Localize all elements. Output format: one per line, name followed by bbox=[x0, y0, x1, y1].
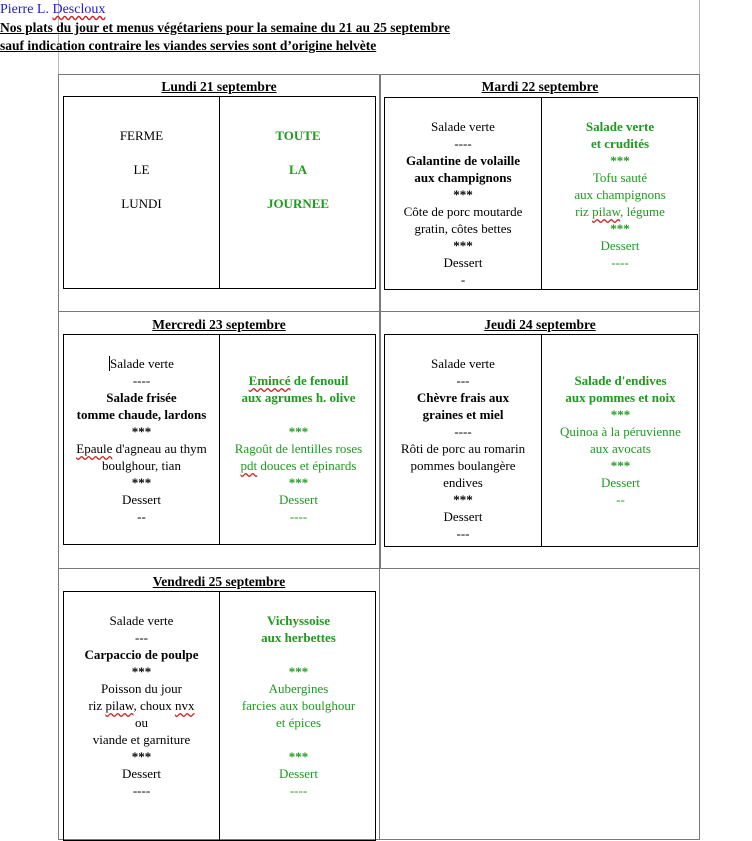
menu-line: aux agrumes h. olive bbox=[241, 390, 356, 405]
menu-line: ---- bbox=[289, 783, 308, 798]
day-label-thursday: Jeudi 24 septembre bbox=[484, 317, 596, 332]
menu-col-classic-tuesday bbox=[385, 118, 541, 288]
menu-line: Salade frisée bbox=[106, 390, 177, 405]
menu-line: aux champignons bbox=[414, 170, 512, 185]
menu-col-vegetarian-friday bbox=[220, 612, 377, 799]
menu-line: *** bbox=[131, 664, 152, 679]
menu-line: Salade verte bbox=[109, 613, 174, 628]
menu-line: et crudités bbox=[590, 136, 650, 151]
menu-col-vegetarian-monday bbox=[220, 119, 376, 221]
menu-box-thursday bbox=[384, 334, 698, 547]
menu-line: *** bbox=[288, 749, 309, 764]
menu-line: viande et garniture bbox=[92, 732, 191, 747]
menu-line: *** bbox=[610, 221, 630, 236]
menu-line: Dessert bbox=[122, 492, 161, 507]
menu-line: *** bbox=[131, 475, 152, 490]
menu-line: Dessert bbox=[279, 766, 318, 781]
menu-col-vegetarian-wednesday bbox=[220, 372, 377, 525]
menu-line: Côte de porc moutarde bbox=[403, 204, 523, 219]
menu-line: - bbox=[460, 272, 466, 287]
menu-line-text: Salade verte bbox=[110, 356, 174, 371]
menu-col-classic-wednesday bbox=[64, 355, 219, 525]
menu-line: Dessert bbox=[600, 238, 640, 253]
menu-line bbox=[220, 406, 377, 423]
menu-line: boulghour, tian bbox=[102, 458, 181, 473]
menu-line: Dessert bbox=[122, 766, 161, 781]
menu-line: ---- bbox=[454, 424, 472, 439]
menu-line: Chèvre frais aux bbox=[416, 390, 510, 405]
menu-line: Emincé de fenouil bbox=[248, 373, 349, 388]
day-label-tuesday: Mardi 22 septembre bbox=[481, 79, 599, 94]
menu-line: et épices bbox=[275, 715, 322, 730]
menu-line: --- bbox=[456, 373, 470, 388]
menu-line: ---- bbox=[132, 373, 151, 388]
menu-line: *** bbox=[610, 458, 631, 473]
menu-line: Quinoa à la péruvienne bbox=[560, 424, 681, 439]
menu-line: JOURNEE bbox=[266, 196, 330, 211]
menu-line: Galantine de volaille bbox=[405, 153, 521, 168]
day-cell-wednesday bbox=[58, 311, 380, 569]
menu-line: *** bbox=[453, 187, 473, 202]
author-first: Pierre L. bbox=[0, 2, 53, 17]
menu-line: *** bbox=[453, 492, 473, 507]
menu-line: Vichyssoise bbox=[266, 613, 331, 628]
menu-line: Carpaccio de poulpe bbox=[84, 647, 199, 662]
menu-line: FERME bbox=[119, 128, 164, 143]
menu-line: ---- bbox=[289, 509, 308, 524]
day-label-wednesday: Mercredi 23 septembre bbox=[152, 317, 286, 332]
menu-line: pommes boulangère bbox=[410, 458, 516, 473]
menu-line bbox=[220, 731, 377, 748]
spellcheck-underline: pdt bbox=[240, 458, 258, 473]
spellcheck-underline: pilaw bbox=[592, 204, 621, 219]
menu-subtitle: sauf indication contraire les viandes servies sont d’origine helvète bbox=[0, 38, 377, 53]
menu-line: ---- bbox=[611, 255, 629, 270]
menu-line: Ragoût de lentilles roses bbox=[234, 441, 363, 456]
menu-line: Dessert bbox=[443, 509, 483, 524]
menu-line: farcies aux boulghour bbox=[241, 698, 356, 713]
menu-line: *** bbox=[610, 153, 630, 168]
menu-line: riz pilaw, légume bbox=[575, 204, 665, 219]
menu-line: Salade verte bbox=[431, 356, 495, 371]
menu-line: *** bbox=[453, 238, 473, 253]
spellcheck-underline: pilaw bbox=[105, 698, 134, 713]
menu-line: *** bbox=[131, 749, 152, 764]
menu-line: Rôti de porc au romarin bbox=[400, 441, 526, 456]
author-surname: Descloux bbox=[52, 2, 106, 17]
menu-line: Salade verte bbox=[431, 119, 495, 134]
menu-line: tomme chaude, lardons bbox=[76, 407, 207, 422]
menu-col-vegetarian-thursday bbox=[542, 372, 699, 508]
menu-line: Salade verte bbox=[585, 119, 655, 134]
menu-line: Dessert bbox=[443, 255, 483, 270]
menu-line: *** bbox=[131, 424, 152, 439]
menu-col-classic-monday bbox=[64, 119, 219, 221]
spellcheck-underline: Emincé bbox=[248, 373, 291, 388]
menu-line: *** bbox=[288, 664, 309, 679]
menu-line: LE bbox=[133, 162, 150, 177]
menu-box-monday bbox=[63, 96, 376, 289]
empty-cell bbox=[379, 568, 700, 840]
menu-line: endives bbox=[443, 475, 483, 490]
menu-line: Epaule d'agneau au thym bbox=[76, 441, 207, 456]
menu-col-classic-friday bbox=[64, 612, 219, 799]
day-cell-tuesday bbox=[380, 74, 700, 312]
menu-line: aux pommes et noix bbox=[565, 390, 676, 405]
menu-line: gratin, côtes bettes bbox=[414, 221, 512, 236]
menu-line: *** bbox=[288, 475, 309, 490]
menu-box-tuesday bbox=[384, 97, 698, 290]
menu-line: ---- bbox=[132, 783, 151, 798]
menu-line: graines et miel bbox=[422, 407, 504, 422]
day-cell-friday bbox=[58, 568, 380, 840]
menu-line: LUNDI bbox=[121, 196, 162, 211]
menu-line: Dessert bbox=[601, 475, 640, 490]
day-label-friday: Vendredi 25 septembre bbox=[152, 574, 286, 589]
menu-box-friday bbox=[63, 591, 376, 841]
author-name bbox=[0, 2, 752, 18]
menu-line: ---- bbox=[454, 136, 472, 151]
menu-col-classic-thursday bbox=[385, 355, 541, 542]
menu-line: Tofu sauté bbox=[592, 170, 648, 185]
menu-line: --- bbox=[135, 630, 148, 645]
spellcheck-underline: Epaule bbox=[76, 441, 113, 456]
menu-line: Dessert bbox=[279, 492, 318, 507]
menu-line: --- bbox=[456, 526, 470, 541]
menu-line: Salade d'endives bbox=[574, 373, 667, 388]
menu-line: aux champignons bbox=[574, 187, 666, 202]
menu-line: Aubergines bbox=[268, 681, 329, 696]
day-label-monday: Lundi 21 septembre bbox=[161, 79, 277, 94]
menu-line: TOUTE bbox=[275, 128, 321, 143]
menu-line: *** bbox=[610, 407, 631, 422]
menu-line: *** bbox=[288, 424, 309, 439]
menu-line bbox=[220, 646, 377, 663]
menu-line: ou bbox=[135, 715, 148, 730]
menu-line: aux avocats bbox=[589, 441, 651, 456]
menu-line: -- bbox=[616, 492, 625, 507]
menu-box-wednesday bbox=[63, 334, 376, 545]
menu-line bbox=[64, 355, 219, 372]
menu-line: Poisson du jour bbox=[101, 681, 182, 696]
menu-line: pdt douces et épinards bbox=[240, 458, 357, 473]
menu-line: riz pilaw, choux nvx bbox=[88, 698, 195, 713]
menu-line: aux herbettes bbox=[261, 630, 336, 645]
menu-line: LA bbox=[288, 162, 308, 177]
spellcheck-underline: nvx bbox=[175, 698, 195, 713]
day-cell-monday bbox=[58, 74, 380, 312]
day-cell-thursday bbox=[380, 311, 700, 569]
menu-line: -- bbox=[137, 509, 146, 524]
menu-col-vegetarian-tuesday bbox=[542, 118, 698, 271]
menu-title: Nos plats du jour et menus végétariens pour la semaine du 21 au 25 septembre bbox=[0, 20, 451, 35]
